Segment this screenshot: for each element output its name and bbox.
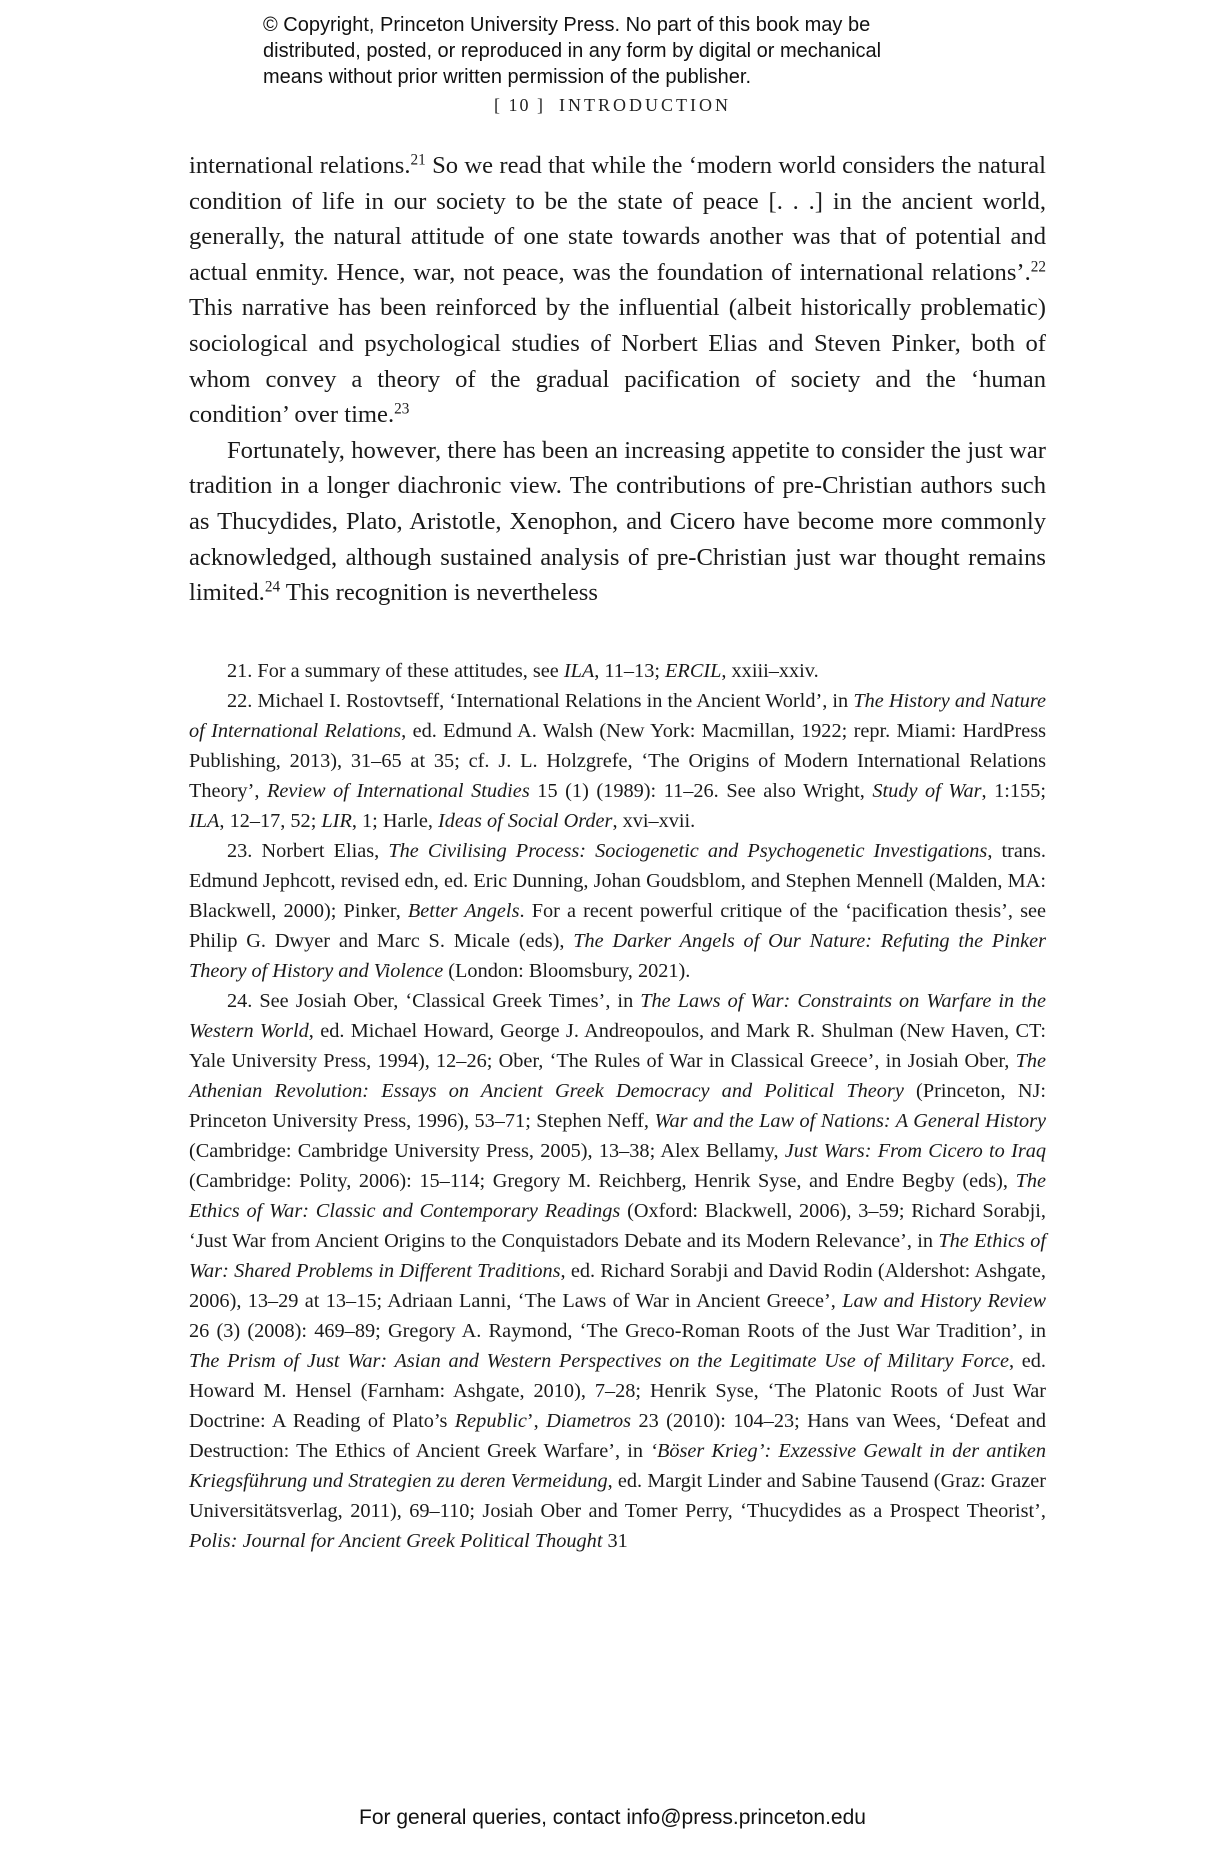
footnote-21: 21. For a summary of these attitudes, see ILA, 11–13; ERCIL, xxiii–xxiv. xyxy=(227,660,819,682)
copyright-notice xyxy=(263,12,1023,90)
chapter-title: INTRODUCTION xyxy=(559,95,731,115)
paragraph: international relations.$^{21}$ So we read that while the ‘modern world considers the natural condition of life in our society to be the state of peace [. . .] in the ancient world, generally, the natural attitude of one state towards another was that of potential and actual enmity. Hence, war, not peace, was the foundation of international relations’.$^{22}$ This narrative has been reinforced by the influential (albeit historically problematic) sociological and psychological studies of Norbert Elias and Steven Pinker, both of whom convey a theory of the gradual pacification of society and the ‘human condition’ over time.$^{23}$ xyxy=(189,151,1046,429)
running-head xyxy=(0,95,1225,116)
copyright-line: distributed, posted, or reproduced in any form by digital or mechanical xyxy=(263,40,882,62)
footnote-23: 23. Norbert Elias, The Civilising Process: Sociogenetic and Psychogenetic Investigations, trans. Edmund Jephcott, revised edn, ed. Eric Dunning, Johan Goudsblom, and Stephen Mennell (Malden, MA: Blackwell, 2000); Pinker, Better Angels. For a recent powerful critique of the ‘pacification thesis’, see Philip G. Dwyer and Marc S. Micale (eds), The Darker Angels of Our Nature: Refuting the Pinker Theory of History and Violence (London: Bloomsbury, 2021). xyxy=(189,840,1046,982)
paragraph: Fortunately, however, there has been an increasing appetite to consider the just war tradition in a longer diachronic view. The contributions of pre-Christian authors such as Thucydides, Plato, Aristotle, Xenophon, and Cicero have become more commonly acknowledged, although sustained analysis of pre-Christian just war thought remains limited.$^{24}$ This recognition is nevertheless xyxy=(189,436,1046,607)
copyright-line: means without prior written permission of the publisher. xyxy=(263,66,752,88)
copyright-line: © Copyright, Princeton University Press. No part of this book may be xyxy=(263,14,871,36)
footnote-ref-21[interactable]: 21 xyxy=(410,151,426,169)
footnotes xyxy=(189,656,1046,1556)
footnote-22: 22. Michael I. Rostovtseff, ‘International Relations in the Ancient World’, in The History and Nature of International Relations, ed. Edmund A. Walsh (New York: Macmillan, 1922; repr. Miami: HardPress Publishing, 2013), 31–65 at 35; cf. J. L. Holzgrefe, ‘The Origins of Modern International Relations Theory’, Review of International Studies 15 (1) (1989): 11–26. See also Wright, Study of War, 1:155; ILA, 12–17, 52; LIR, 1; Harle, Ideas of Social Order, xvi–xvii. xyxy=(189,690,1046,832)
footnote-ref-24[interactable]: 24 xyxy=(264,578,281,596)
footnote-24: 24. See Josiah Ober, ‘Classical Greek Times’, in The Laws of War: Constraints on Warfare in the Western World, ed. Michael Howard, George J. Andreopoulos, and Mark R. Shulman (New Haven, CT: Yale University Press, 1994), 12–26; Ober, ‘The Rules of War in Classical Greece’, in Josiah Ober, The Athenian Revolution: Essays on Ancient Greek Democracy and Political Theory (Princeton, NJ: Princeton University Press, 1996), 53–71; Stephen Neff, War and the Law of Nations: A General History (Cambridge: Cambridge University Press, 2005), 13–38; Alex Bellamy, Just Wars: From Cicero to Iraq (Cambridge: Polity, 2006): 15–114; Gregory M. Reichberg, Henrik Syse, and Endre Begby (eds), The Ethics of War: Classic and Contemporary Readings (Oxford: Blackwell, 2006), 3–59; Richard Sorabji, ‘Just War from Ancient Origins to the Conquistadors Debate and its Modern Relevance’, in The Ethics of War: Shared Problems in Different Traditions, ed. Richard Sorabji and David Rodin (Aldershot: Ashgate, 2006), 13–29 at 13–15; Adriaan Lanni, ‘The Laws of War in Ancient Greece’, Law and History Review 26 (3) (2008): 469–89; Gregory A. Raymond, ‘The Greco-Roman Roots of the Just War Tradition’, in The Prism of Just War: Asian and Western Perspectives on the Legitimate Use of Military Force, ed. Howard M. Hensel (Farnham: Ashgate, 2010), 7–28; Henrik Syse, ‘The Platonic Roots of Just War Doctrine: A Reading of Plato’s Republic’, Diametros 23 (2010): 104–23; Hans van Wees, ‘Defeat and Destruction: The Ethics of Ancient Greek Warfare’, in ‘Böser Krieg’: Exzessive Gewalt in der antiken Kriegsführung und Strategien zu deren Vermeidung, ed. Margit Linder and Sabine Tausend (Graz: Grazer Universitätsverlag, 2011), 69–110; Josiah Ober and Tomer Perry, ‘Thucydides as a Prospect Theorist’, Polis: Journal for Ancient Greek Political Thought 31 xyxy=(189,990,1047,1552)
contact-text: For general queries, contact info@press.princeton.edu xyxy=(359,1806,866,1829)
footnote-ref-23[interactable]: 23 xyxy=(394,400,410,418)
main-text xyxy=(189,148,1046,611)
footnote-ref-22[interactable]: 22 xyxy=(1030,258,1046,276)
page-number: [ 10 ] xyxy=(494,95,545,115)
contact-footer xyxy=(0,1806,1225,1830)
